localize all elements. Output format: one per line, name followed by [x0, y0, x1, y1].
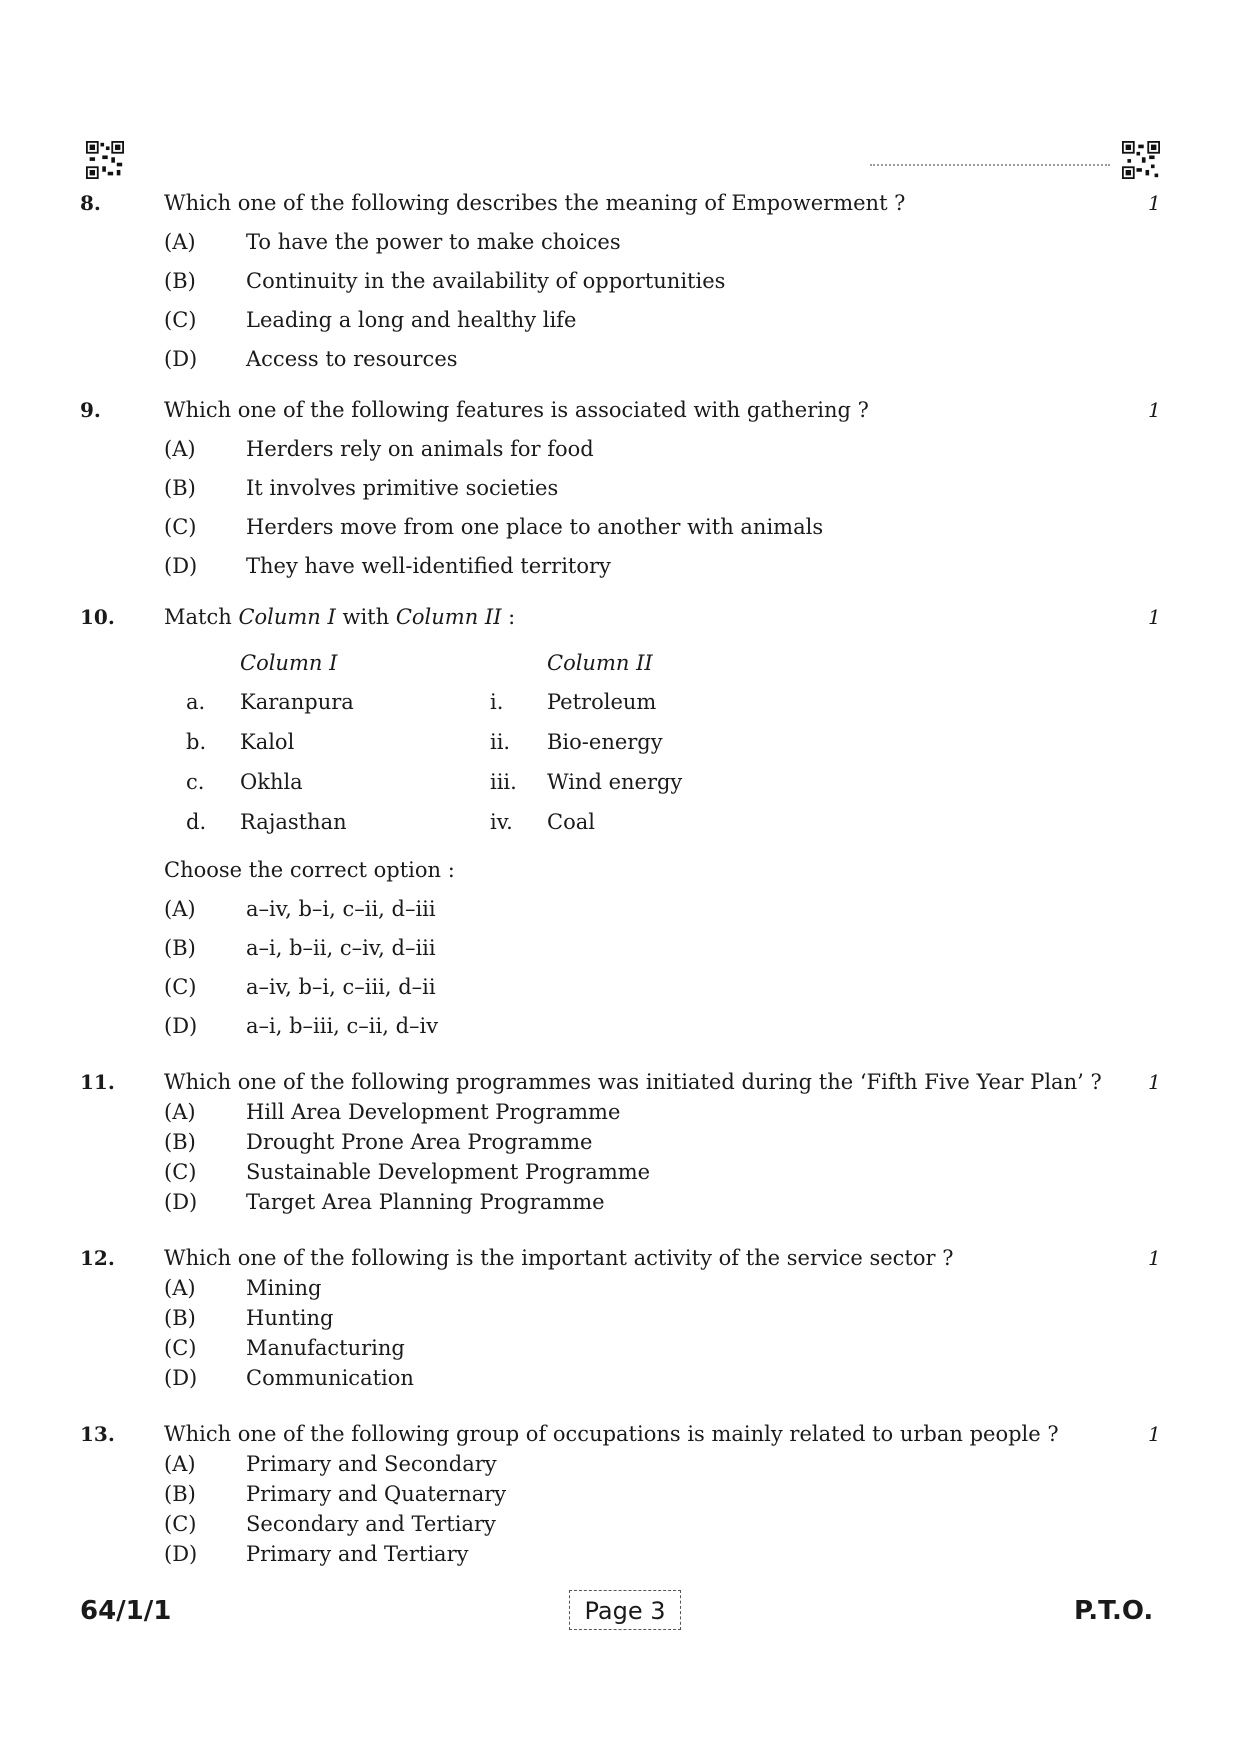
match-key: d. — [186, 810, 207, 834]
question-number: 8. — [80, 191, 101, 215]
option-label: (A) — [164, 1100, 196, 1124]
option-text: Continuity in the availability of opportunities — [246, 269, 726, 293]
question-text: Which one of the following group of occupations is mainly related to urban people ? — [164, 1422, 1059, 1446]
option-text: a–i, b–ii, c–iv, d–iii — [246, 936, 436, 960]
option-text: Hill Area Development Programme — [246, 1100, 621, 1124]
question-marks: 1 — [1148, 1246, 1161, 1270]
option-a — [0, 896, 1241, 922]
column-ii-header: Column II — [547, 651, 653, 675]
option-label: (A) — [164, 897, 196, 921]
question-text: Which one of the following describes the meaning of Empowerment ? — [164, 191, 906, 215]
option-b — [0, 1481, 1241, 1507]
question-number: 13. — [80, 1422, 115, 1446]
option-b — [0, 1129, 1241, 1155]
match-right: Bio-energy — [547, 730, 663, 754]
option-d — [0, 1189, 1241, 1215]
option-label: (C) — [164, 1336, 197, 1360]
match-roman: iv. — [490, 810, 513, 834]
option-d — [0, 1013, 1241, 1039]
match-right: Petroleum — [547, 690, 657, 714]
option-label: (B) — [164, 476, 196, 500]
qr-code-left — [86, 141, 124, 179]
page-number: Page 3 — [569, 1590, 681, 1630]
option-text: Drought Prone Area Programme — [246, 1130, 593, 1154]
option-label: (D) — [164, 1542, 198, 1566]
question-text: Which one of the following programmes was initiated during the ‘Fifth Five Year Plan’ ? — [164, 1070, 1102, 1094]
option-c — [0, 1511, 1241, 1537]
option-b — [0, 268, 1241, 294]
question-marks: 1 — [1148, 191, 1161, 215]
question-number: 9. — [80, 398, 101, 422]
option-text: Herders rely on animals for food — [246, 437, 594, 461]
option-label: (C) — [164, 1512, 197, 1536]
question-marks: 1 — [1148, 1422, 1161, 1446]
match-roman: i. — [490, 690, 504, 714]
option-text: a–iv, b–i, c–ii, d–iii — [246, 897, 436, 921]
match-key: a. — [186, 690, 206, 714]
option-c — [0, 1159, 1241, 1185]
question-number: 11. — [80, 1070, 115, 1094]
option-text: Primary and Secondary — [246, 1452, 497, 1476]
option-label: (B) — [164, 1306, 196, 1330]
match-right: Coal — [547, 810, 595, 834]
option-label: (B) — [164, 1482, 196, 1506]
option-text: Secondary and Tertiary — [246, 1512, 496, 1536]
option-c — [0, 974, 1241, 1000]
match-key: c. — [186, 770, 205, 794]
option-label: (C) — [164, 1160, 197, 1184]
option-b — [0, 1305, 1241, 1331]
match-left: Okhla — [240, 770, 303, 794]
option-text: Manufacturing — [246, 1336, 405, 1360]
option-a — [0, 229, 1241, 255]
question-marks: 1 — [1148, 605, 1161, 629]
option-label: (A) — [164, 437, 196, 461]
option-text: Herders move from one place to another with animals — [246, 515, 824, 539]
option-text: They have well-identified territory — [246, 554, 611, 578]
option-text: To have the power to make choices — [246, 230, 621, 254]
option-label: (B) — [164, 936, 196, 960]
choose-instruction: Choose the correct option : — [164, 858, 455, 882]
match-left: Kalol — [240, 730, 295, 754]
match-roman: iii. — [490, 770, 517, 794]
option-d — [0, 1541, 1241, 1567]
question-marks: 1 — [1148, 398, 1161, 422]
option-b — [0, 475, 1241, 501]
option-text: Sustainable Development Programme — [246, 1160, 651, 1184]
option-a — [0, 1275, 1241, 1301]
option-c — [0, 514, 1241, 540]
option-label: (D) — [164, 1190, 198, 1214]
option-d — [0, 346, 1241, 372]
question-number: 12. — [80, 1246, 115, 1270]
option-label: (A) — [164, 1452, 196, 1476]
option-text: Communication — [246, 1366, 414, 1390]
option-label: (A) — [164, 1276, 196, 1300]
option-label: (C) — [164, 308, 197, 332]
option-text: a–iv, b–i, c–iii, d–ii — [246, 975, 436, 999]
question-text: Which one of the following is the important activity of the service sector ? — [164, 1246, 954, 1270]
option-c — [0, 307, 1241, 333]
option-text: Mining — [246, 1276, 322, 1300]
match-left: Rajasthan — [240, 810, 347, 834]
option-label: (C) — [164, 515, 197, 539]
question-marks: 1 — [1148, 1070, 1161, 1094]
option-label: (C) — [164, 975, 197, 999]
option-text: Target Area Planning Programme — [246, 1190, 605, 1214]
option-label: (B) — [164, 269, 196, 293]
option-label: (D) — [164, 554, 198, 578]
paper-code: 64/1/1 — [80, 1596, 172, 1626]
option-text: Primary and Quaternary — [246, 1482, 507, 1506]
option-text: It involves primitive societies — [246, 476, 559, 500]
option-label: (B) — [164, 1130, 196, 1154]
header-dotted-line — [870, 164, 1110, 166]
option-d — [0, 553, 1241, 579]
option-a — [0, 1099, 1241, 1125]
column-i-header: Column I — [240, 651, 338, 675]
question-text: Match Column I with Column II : — [164, 605, 516, 629]
option-text: Leading a long and healthy life — [246, 308, 577, 332]
option-label: (A) — [164, 230, 196, 254]
option-d — [0, 1365, 1241, 1391]
option-label: (D) — [164, 1366, 198, 1390]
option-a — [0, 1451, 1241, 1477]
option-text: Access to resources — [246, 347, 458, 371]
question-text: Which one of the following features is associated with gathering ? — [164, 398, 869, 422]
option-b — [0, 935, 1241, 961]
option-a — [0, 436, 1241, 462]
option-text: a–i, b–iii, c–ii, d–iv — [246, 1014, 439, 1038]
question-number: 10. — [80, 605, 115, 629]
option-text: Hunting — [246, 1306, 334, 1330]
match-left: Karanpura — [240, 690, 354, 714]
match-right: Wind energy — [547, 770, 683, 794]
option-text: Primary and Tertiary — [246, 1542, 469, 1566]
qr-code-right — [1122, 141, 1160, 179]
please-turn-over: P.T.O. — [1074, 1596, 1154, 1626]
option-label: (D) — [164, 1014, 198, 1038]
match-key: b. — [186, 730, 207, 754]
option-c — [0, 1335, 1241, 1361]
option-label: (D) — [164, 347, 198, 371]
match-roman: ii. — [490, 730, 511, 754]
